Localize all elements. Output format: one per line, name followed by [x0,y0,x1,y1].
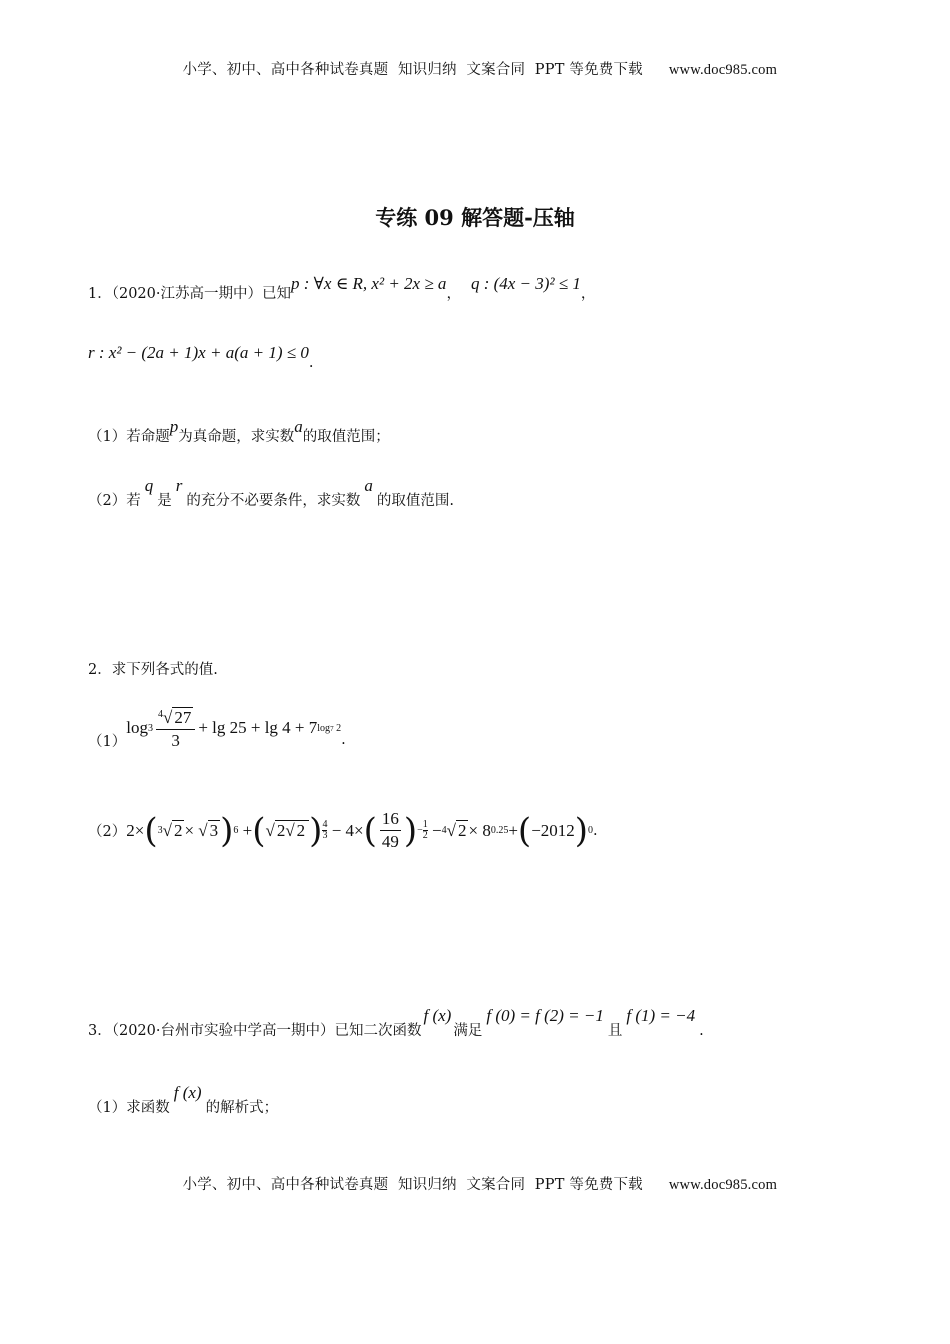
q2-part1-formula: log 3 $\frac{^4√ 27}{3}$ + lg 25 + lg 4 + 7 log7 2 [126,704,341,752]
page-header [0,42,950,79]
q2-part2-formula: 2× ( 3 √ 2 × √ 3 ) 6 + ( √ 2√ 2 ) 4 3 − 4× ( $\frac{16}{49}$ ) − 1 2 − 4 √ 2 × 8 0.25 + ( −2012 ) 0 [126,809,594,851]
question-2-stem: 2．求下列各式的值. [88,662,218,678]
q3-condition-1: f (0) = f (2) = −1 [486,1006,604,1025]
footer-text: 小学、初中、高中各种试卷真题 知识归纳 文案合同 PPT 等免费下载 [182,1177,643,1193]
question-1-stem: 1．（2020·江苏高一期中）已知p : ∀x ∈ R, x² + 2x ≥ a，q : (4x − 3)² ≤ 1， [88,274,596,302]
q1-p-expression: p : ∀x ∈ R, x² + 2x ≥ a [291,274,447,293]
question-1-part-2: （2）若q是r的充分不必要条件，求实数a的取值范围. [88,476,454,509]
question-2-part-2: （2） 2× ( 3 √ 2 × √ 3 ) 6 + ( √ 2√ 2 ) 4 3 − 4× ( $\frac{16}{49}$ ) − 1 2 − 4 √ 2 × 8 0.25 + ( −2012 ) 0 . [88,809,598,851]
header-text: 小学、初中、高中各种试卷真题 知识归纳 文案合同 PPT 等免费下载 [182,62,643,78]
header-site[interactable]: www.doc985.com [668,62,778,78]
page-footer [0,1157,950,1194]
q1-r-expression: r : x² − (2a + 1)x + a(a + 1) ≤ 0 [88,343,309,362]
question-3-part-1: （1）求函数f (x)的解析式； [88,1083,279,1116]
q1-q-expression: q : (4x − 3)² ≤ 1 [470,274,581,293]
question-1-r-line: r : x² − (2a + 1)x + a(a + 1) ≤ 0. [88,343,314,371]
q3-condition-2: f (1) = −4 [626,1006,696,1025]
page-title: 专练 09 解答题-压轴 [375,205,575,230]
question-2-part-1: （1） log 3 $\frac{^4√ 27}{3}$ + lg 25 + lg 4 + 7 log7 2 . [88,704,346,752]
footer-site[interactable]: www.doc985.com [668,1177,778,1193]
q3-f-expression: f (x) [423,1006,452,1025]
question-3-stem: 3．（2020·台州市实验中学高一期中）已知二次函数f (x)满足f (0) = f (2) = −1且f (1) = −4. [88,1006,704,1039]
question-1-part-1: （1）若命题p为真命题，求实数a的取值范围； [88,417,390,445]
